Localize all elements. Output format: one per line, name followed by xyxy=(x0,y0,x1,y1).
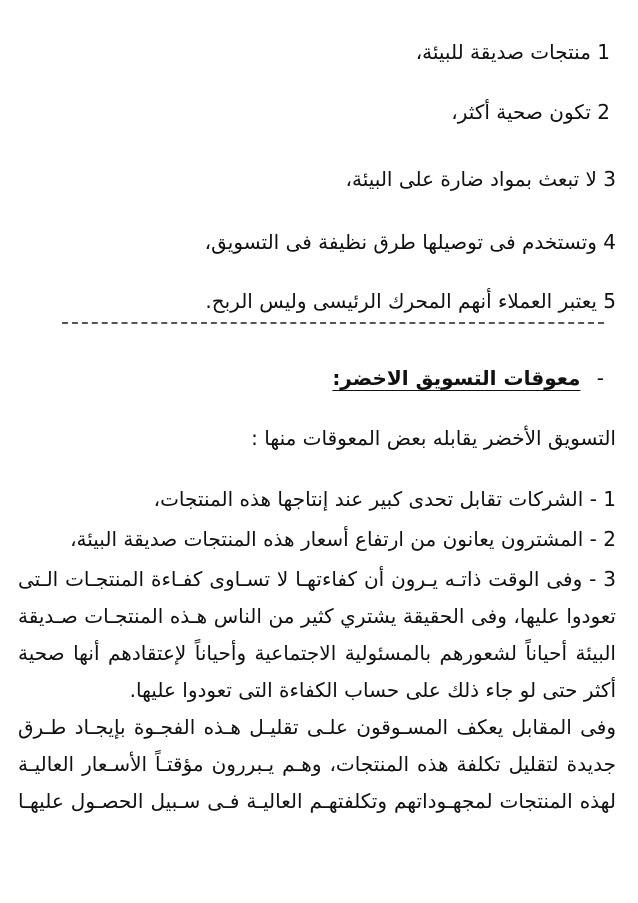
paragraph-line-1: 3 - وفى الوقت ذاتـه يـرون أن كفاءتهـا لا تسـاوى كفـاءة المنتجـات الـتى xyxy=(18,567,616,591)
list-item-5: 5 يعتبر العملاء أنهم المحرك الرئيسى وليس الربح. xyxy=(205,289,616,313)
dashed-divider xyxy=(62,322,604,324)
heading-dash: - xyxy=(596,366,604,390)
obstacle-item-1: 1 - الشركات تقابل تحدى كبير عند إنتاجها هذه المنتجات، xyxy=(153,487,616,511)
list-item-1: 1 منتجات صديقة للبيئة، xyxy=(415,40,610,64)
paragraph-line-2: تعودوا عليها، وفى الحقيقة يشتري كثير من الناس هـذه المنتجـات صـديقة xyxy=(18,604,616,628)
paragraph-line-6: جديدة لتقليل تكلفة هذه المنتجات، وهـم يـبررون مؤقتـاً الأسـعار العاليـة xyxy=(18,752,616,776)
paragraph-line-7: لهذه المنتجات لمجهـوداتهم وتكلفتهـم العاليـة فـى سـبيل الحصـول عليهـا xyxy=(18,789,616,813)
heading-text: معوقات التسويق الاخضر: xyxy=(332,366,581,390)
list-item-3: 3 لا تبعث بمواد ضارة على البيئة، xyxy=(345,167,616,191)
section-intro: التسويق الأخضر يقابله بعض المعوقات منها : xyxy=(251,426,616,450)
paragraph-line-4: أكثر حتى لو جاء ذلك على حساب الكفاءة التى تعودوا عليها. xyxy=(129,678,616,702)
obstacle-item-2: 2 - المشترون يعانون من ارتفاع أسعار هذه المنتجات صديقة البيئة، xyxy=(70,527,616,551)
paragraph-line-3: البيئة أحياناً لشعورهم بالمسئولية الاجتماعية وأحياناً لإعتقادهم أنها صحية xyxy=(18,641,616,665)
section-heading xyxy=(332,364,604,392)
list-item-4: 4 وتستخدم فى توصيلها طرق نظيفة فى التسويق، xyxy=(204,230,616,254)
paragraph-line-5: وفى المقابل يعكف المسـوقون علـى تقليـل هـذه الفجـوة بإيجـاد طـرق xyxy=(18,715,616,739)
list-item-2: 2 تكون صحية أكثر، xyxy=(451,100,610,124)
